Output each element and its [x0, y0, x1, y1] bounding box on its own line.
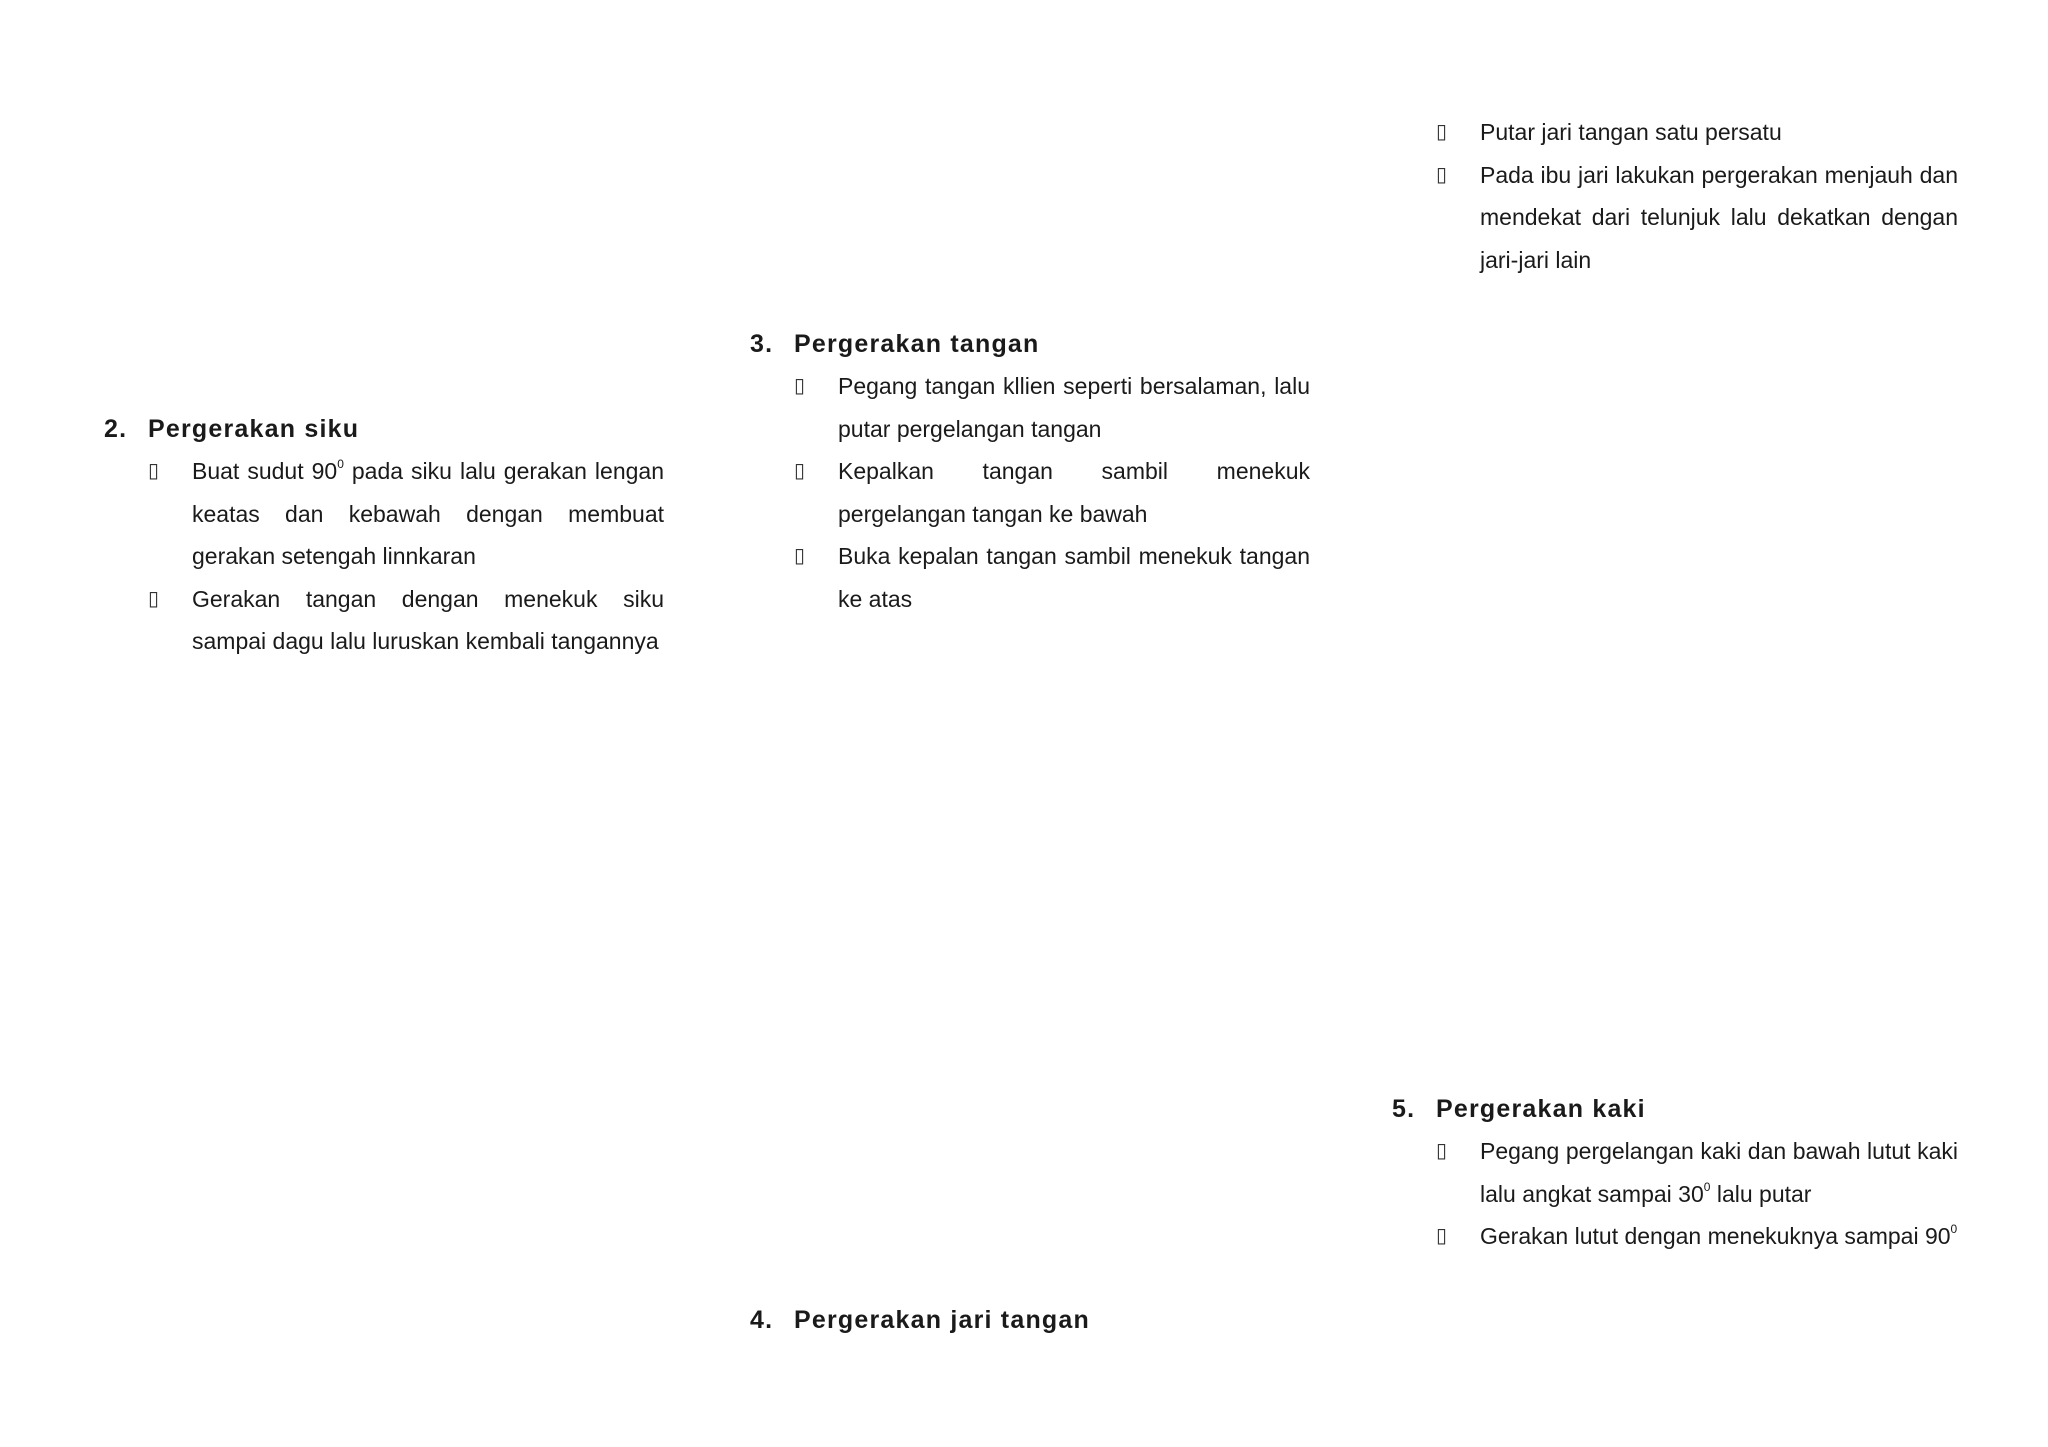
section-number: 2.: [104, 415, 128, 443]
degree-superscript: 0: [1950, 1222, 1958, 1237]
section-2-list: [148, 450, 664, 663]
section-4-heading: [750, 1299, 1310, 1341]
bullet-icon: ▯: [794, 375, 806, 397]
list-item-text: Pegang tangan kllien seperti bersalaman, lalu putar pergelangan tangan: [838, 373, 1310, 442]
bullet-icon: ▯: [148, 587, 160, 610]
section-2-heading: [104, 408, 664, 450]
section-number: 3.: [750, 330, 774, 358]
section-3-list: [794, 365, 1310, 620]
bullet-icon: ▯: [1436, 1225, 1448, 1247]
section-number: 4.: [750, 1306, 774, 1334]
list-item-text-pre: Gerakan lutut dengan menekuknya sampai 90: [1480, 1223, 1951, 1249]
list-item-text: Gerakan tangan dengan menekuk siku sampai dagu lalu luruskan kembali tangannya: [192, 585, 664, 654]
section-title: Pergerakan siku: [148, 415, 360, 443]
degree-superscript: 0: [1703, 1179, 1711, 1194]
section-title: Pergerakan tangan: [794, 330, 1040, 358]
bullet-icon: ▯: [1436, 1140, 1448, 1162]
list-item: [1436, 1130, 1958, 1215]
bullet-icon: ▯: [794, 460, 806, 482]
list-item: [148, 578, 664, 663]
list-item-text: Kepalkan tangan sambil menekuk pergelangan tangan ke bawah: [838, 458, 1310, 527]
section-5-heading: [1392, 1088, 1958, 1130]
section-4-continued-list: [1436, 111, 1958, 281]
list-item: [794, 365, 1310, 450]
list-item: [1436, 154, 1958, 282]
section-3-heading: [750, 323, 1310, 365]
section-number: 5.: [1392, 1095, 1416, 1123]
list-item-text: Pada ibu jari lakukan pergerakan menjauh dan mendekat dari telunjuk lalu dekatkan dengan jari-jari lain: [1480, 161, 1958, 273]
section-5: [1392, 1088, 1958, 1258]
bullet-icon: ▯: [1436, 121, 1448, 143]
degree-superscript: 0: [337, 457, 344, 472]
bullet-icon: ▯: [1436, 163, 1448, 186]
list-item-text-pre: Buat sudut 90: [192, 458, 338, 484]
bullet-icon: ▯: [148, 460, 160, 482]
list-item: [148, 450, 664, 578]
list-item-text-pre: Pegang pergelangan kaki dan bawah lutut kaki lalu angkat sampai 30: [1480, 1138, 1958, 1207]
section-3: [750, 323, 1310, 620]
section-4: [750, 1299, 1310, 1341]
list-item: [794, 535, 1310, 620]
list-item-text: Buka kepalan tangan sambil menekuk tangan ke atas: [838, 543, 1310, 612]
section-title: Pergerakan jari tangan: [794, 1306, 1090, 1334]
list-item: [1436, 111, 1958, 154]
bullet-icon: ▯: [794, 545, 806, 567]
list-item-text-post: lalu putar: [1710, 1180, 1812, 1207]
section-5-list: [1436, 1130, 1958, 1258]
list-item: [1436, 1215, 1958, 1258]
section-title: Pergerakan kaki: [1436, 1095, 1646, 1123]
list-item-text: Putar jari tangan satu persatu: [1480, 119, 1782, 145]
section-4-continued: [1392, 111, 1958, 281]
list-item-text-post: pada siku lalu gerakan lengan keatas dan kebawah dengan membuat gerakan setengah linnkaran: [192, 458, 664, 569]
list-item: [794, 450, 1310, 535]
section-2: [104, 408, 664, 663]
